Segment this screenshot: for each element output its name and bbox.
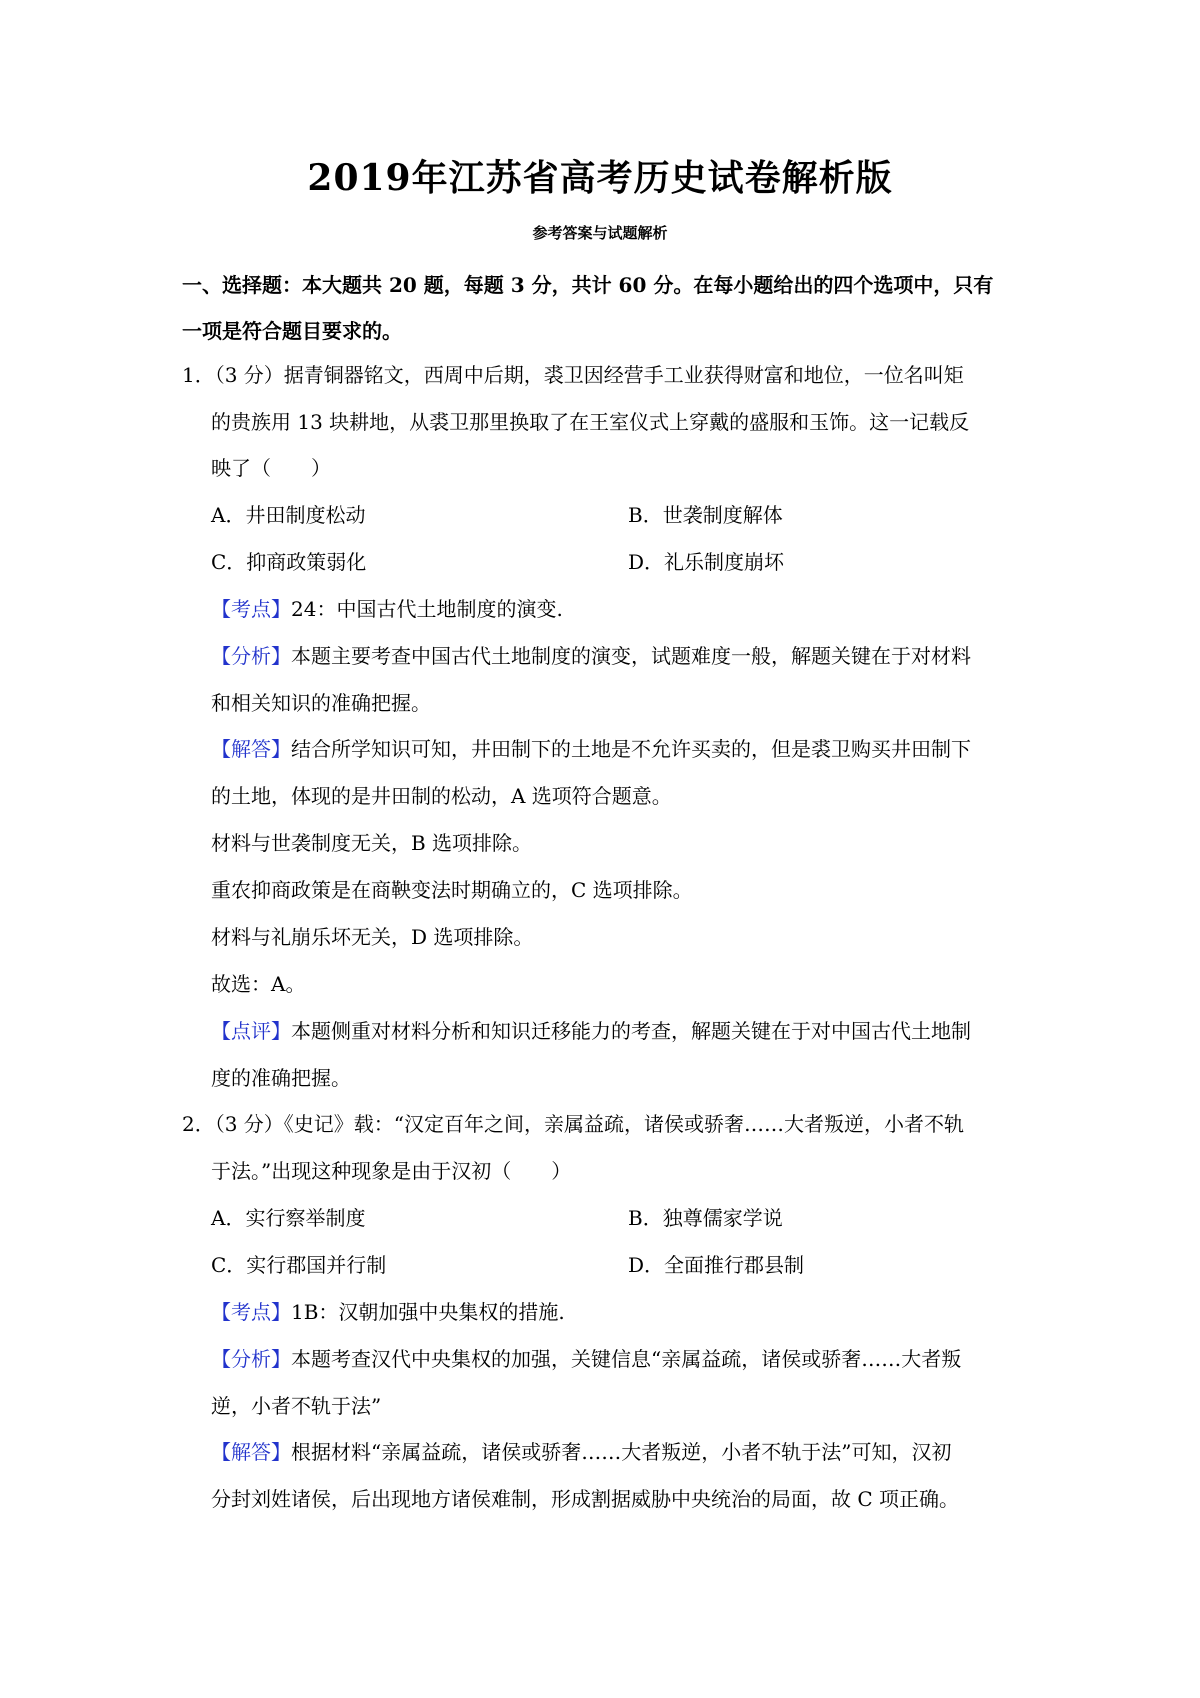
q1-jieda-line-4: 重农抑商政策是在商鞅变法时期确立的，C 选项排除。	[211, 878, 693, 902]
q1-jieda-line-3: 材料与世袭制度无关，B 选项排除。	[211, 831, 533, 855]
q2-jieda-text-1: 根据材料“亲属益疏，诸侯或骄奢……大者叛逆，小者不轨于法”可知，汉初	[291, 1440, 952, 1464]
q2-option-b: B．独尊儒家学说	[628, 1206, 783, 1230]
q2-stem-line-2: 于法。”出现这种现象是由于汉初（ ）	[211, 1159, 572, 1183]
q2-option-a: A．实行察举制度	[211, 1206, 366, 1230]
q1-stem-line-2: 的贵族用 13 块耕地，从裘卫那里换取了在王室仪式上穿戴的盛服和玉饰。这一记载反	[211, 410, 970, 434]
q2-fenxi-line-1	[211, 1345, 961, 1373]
q2-kaodian-text: 1B：汉朝加强中央集权的措施.	[291, 1300, 565, 1324]
q1-kaodian-tag: 【考点】	[211, 597, 291, 621]
q1-dianping-tag: 【点评】	[211, 1019, 291, 1043]
q2-fenxi-text-1: 本题考查汉代中央集权的加强，关键信息“亲属益疏，诸侯或骄奢……大者叛	[291, 1347, 962, 1371]
q1-fenxi-tag: 【分析】	[211, 644, 291, 668]
q2-jieda-line-1	[211, 1438, 951, 1466]
q1-option-b: B．世袭制度解体	[628, 503, 783, 527]
section-heading-line-1: 一、选择题：本大题共 20 题，每题 3 分，共计 60 分。在每小题给出的四个选项中，只有	[182, 273, 994, 297]
q2-jieda-tag: 【解答】	[211, 1440, 291, 1464]
q2-fenxi-line-2: 逆，小者不轨于法”	[211, 1394, 382, 1418]
q2-kaodian	[211, 1298, 565, 1326]
q1-fenxi-text-1: 本题主要考查中国古代土地制度的演变，试题难度一般，解题关键在于对材料	[291, 644, 971, 668]
q2-fenxi-tag: 【分析】	[211, 1347, 291, 1371]
q1-option-a: A．井田制度松动	[211, 503, 366, 527]
q1-jieda-line-5: 材料与礼崩乐坏无关，D 选项排除。	[211, 925, 534, 949]
q1-dianping-line-2: 度的准确把握。	[211, 1066, 351, 1090]
q1-fenxi-line-1	[211, 642, 971, 670]
q1-jieda-line-1	[211, 735, 971, 763]
section-heading	[182, 262, 1042, 354]
q2-stem-line-1: 2．（3 分）《史记》载：“汉定百年之间，亲属益疏，诸侯或骄奢……大者叛逆，小者不轨	[182, 1112, 965, 1136]
q1-stem-line-3: 映了（ ）	[211, 456, 331, 480]
q1-kaodian-text: 24：中国古代土地制度的演变.	[291, 597, 563, 621]
q1-jieda-tag: 【解答】	[211, 737, 291, 761]
q2-kaodian-tag: 【考点】	[211, 1300, 291, 1324]
q1-dianping-text-1: 本题侧重对材料分析和知识迁移能力的考查，解题关键在于对中国古代土地制	[291, 1019, 971, 1043]
q1-jieda-line-2: 的土地，体现的是井田制的松动，A 选项符合题意。	[211, 784, 672, 808]
q1-dianping-line-1	[211, 1017, 971, 1045]
q1-option-d: D．礼乐制度崩坏	[628, 550, 785, 574]
page-subtitle: 参考答案与试题解析	[532, 224, 668, 242]
q1-kaodian	[211, 595, 563, 623]
section-heading-line-2: 一项是符合题目要求的。	[182, 319, 402, 343]
q2-jieda-line-2: 分封刘姓诸侯，后出现地方诸侯难制，形成割据威胁中央统治的局面，故 C 项正确。	[211, 1487, 960, 1511]
q2-option-c: C．实行郡国并行制	[211, 1253, 387, 1277]
q1-jieda-line-6: 故选：A。	[211, 972, 306, 996]
q1-jieda-text-1: 结合所学知识可知，井田制下的土地是不允许买卖的，但是裘卫购买井田制下	[291, 737, 971, 761]
page-title: 2019年江苏省高考历史试卷解析版	[307, 157, 893, 199]
q1-fenxi-line-2: 和相关知识的准确把握。	[211, 691, 431, 715]
q2-option-d: D．全面推行郡县制	[628, 1253, 805, 1277]
q1-option-c: C．抑商政策弱化	[211, 550, 367, 574]
q1-stem-line-1: 1．（3 分）据青铜器铭文，西周中后期，裘卫因经营手工业获得财富和地位，一位名叫矩	[182, 363, 964, 387]
